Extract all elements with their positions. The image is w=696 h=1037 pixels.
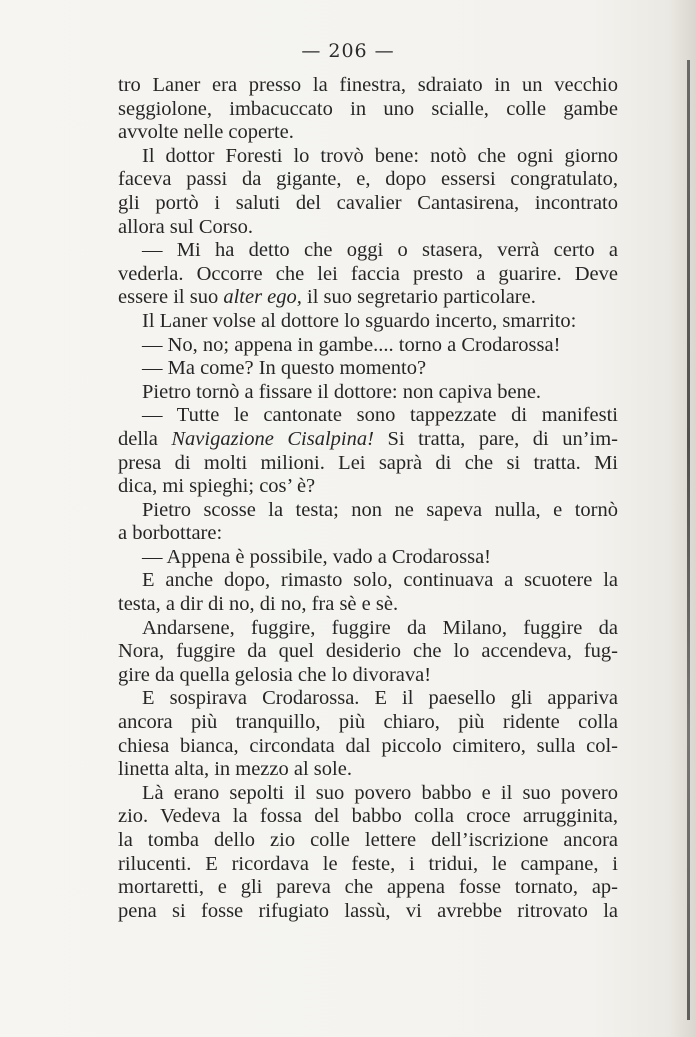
text-line: faceva passi da gigante, e, dopo essersi congratulato, <box>118 168 618 191</box>
text-line: presa di molti milioni. Lei saprà di che si tratta. Mi <box>118 451 618 474</box>
text-line: mortaretti, e gli pareva che appena fosse tornato, ap- <box>118 876 618 899</box>
text-line: — Appena è possibile, vado a Crodarossa! <box>142 545 491 568</box>
paragraph <box>118 239 618 310</box>
text-line: Nora, fuggire da quel desiderio che lo accendeva, fug- <box>118 640 618 663</box>
text-line: a borbottare: <box>118 522 223 545</box>
text-line: dica, mi spieghi; cos’ è? <box>118 475 316 498</box>
italic-text: Navigazione Cisalpina! <box>171 427 374 450</box>
text-line: E anche dopo, rimasto solo, continuava a scuotere la <box>142 569 618 592</box>
text-line: — Mi ha detto che oggi o stasera, verrà certo a <box>142 239 618 262</box>
text-line: pena si fosse rifugiato lassù, vi avrebbe ritrovato la <box>118 899 618 922</box>
text-line: Pietro scosse la testa; non ne sapeva nulla, e tornò <box>142 498 618 521</box>
text-line <box>118 286 618 310</box>
text-line: linetta alta, in mezzo al sole. <box>118 758 352 781</box>
paragraph <box>118 404 618 498</box>
text-line: tro Laner era presso la finestra, sdraiato in un vecchio <box>118 74 618 96</box>
text-line: gire da quella gelosia che lo divorava! <box>118 663 432 686</box>
paragraph <box>118 546 618 570</box>
text-line: Pietro tornò a fissare il dottore: non capiva bene. <box>142 380 542 403</box>
text-line: Il Laner volse al dottore lo sguardo incerto, smarrito: <box>142 309 577 332</box>
text-line: — Ma come? In questo momento? <box>142 357 427 380</box>
text-line: chiesa bianca, circondata dal piccolo cimitero, sulla col- <box>118 734 618 757</box>
body-text <box>118 74 618 923</box>
paragraph <box>118 499 618 546</box>
text-line: vederla. Occorre che lei faccia presto a guarire. Deve <box>118 262 618 285</box>
text-fragment: essere il suo <box>118 286 224 309</box>
text-line: E sospirava Crodarossa. E il paesello gli appariva <box>142 687 618 710</box>
paragraph <box>118 145 618 239</box>
paragraph <box>118 334 618 358</box>
text-line <box>118 428 618 452</box>
text-line: Là erano sepolti il suo povero babbo e il suo povero <box>142 781 618 804</box>
paragraph <box>118 687 618 781</box>
text-line: — Tutte le cantonate sono tappezzate di manifesti <box>142 404 618 427</box>
text-line: testa, a dir di no, di no, fra sè e sè. <box>118 593 399 616</box>
italic-text: alter ego, <box>223 286 302 309</box>
text-line: rilucenti. E ricordava le feste, i tridui, le campane, i <box>118 852 618 875</box>
paragraph <box>118 310 618 334</box>
text-line: zio. Vedeva la fossa del babbo colla croce arrugginita, <box>118 805 618 828</box>
text-line: gli portò i saluti del cavalier Cantasirena, incontrato <box>118 191 618 214</box>
paragraph <box>118 569 618 616</box>
paragraph <box>118 381 618 405</box>
text-line: allora sul Corso. <box>118 215 253 238</box>
text-line: la tomba dello zio colle lettere dell’iscrizione ancora <box>118 829 618 851</box>
text-line: avvolte nelle coperte. <box>118 121 294 144</box>
text-fragment: il suo segretario particolare. <box>301 286 536 309</box>
text-line: Andarsene, fuggire, fuggire da Milano, fuggire da <box>142 616 618 639</box>
page-edge-shadow <box>687 60 690 1020</box>
paragraph <box>118 357 618 381</box>
text-line: seggiolone, imbacuccato in uno scialle, colle gambe <box>118 97 618 120</box>
page-number: — 206 — <box>301 40 395 62</box>
text-line: — No, no; appena in gambe.... torno a Crodarossa! <box>142 333 561 356</box>
paragraph <box>118 74 618 145</box>
paragraph <box>118 782 618 924</box>
paragraph <box>118 617 618 688</box>
text-fragment: della <box>118 427 172 450</box>
text-line: ancora più tranquillo, più chiaro, più ridente colla <box>118 711 618 734</box>
text-fragment: Si tratta, pare, di un’im- <box>373 427 618 450</box>
text-line: Il dottor Foresti lo trovò bene: notò che ogni giorno <box>142 144 618 167</box>
